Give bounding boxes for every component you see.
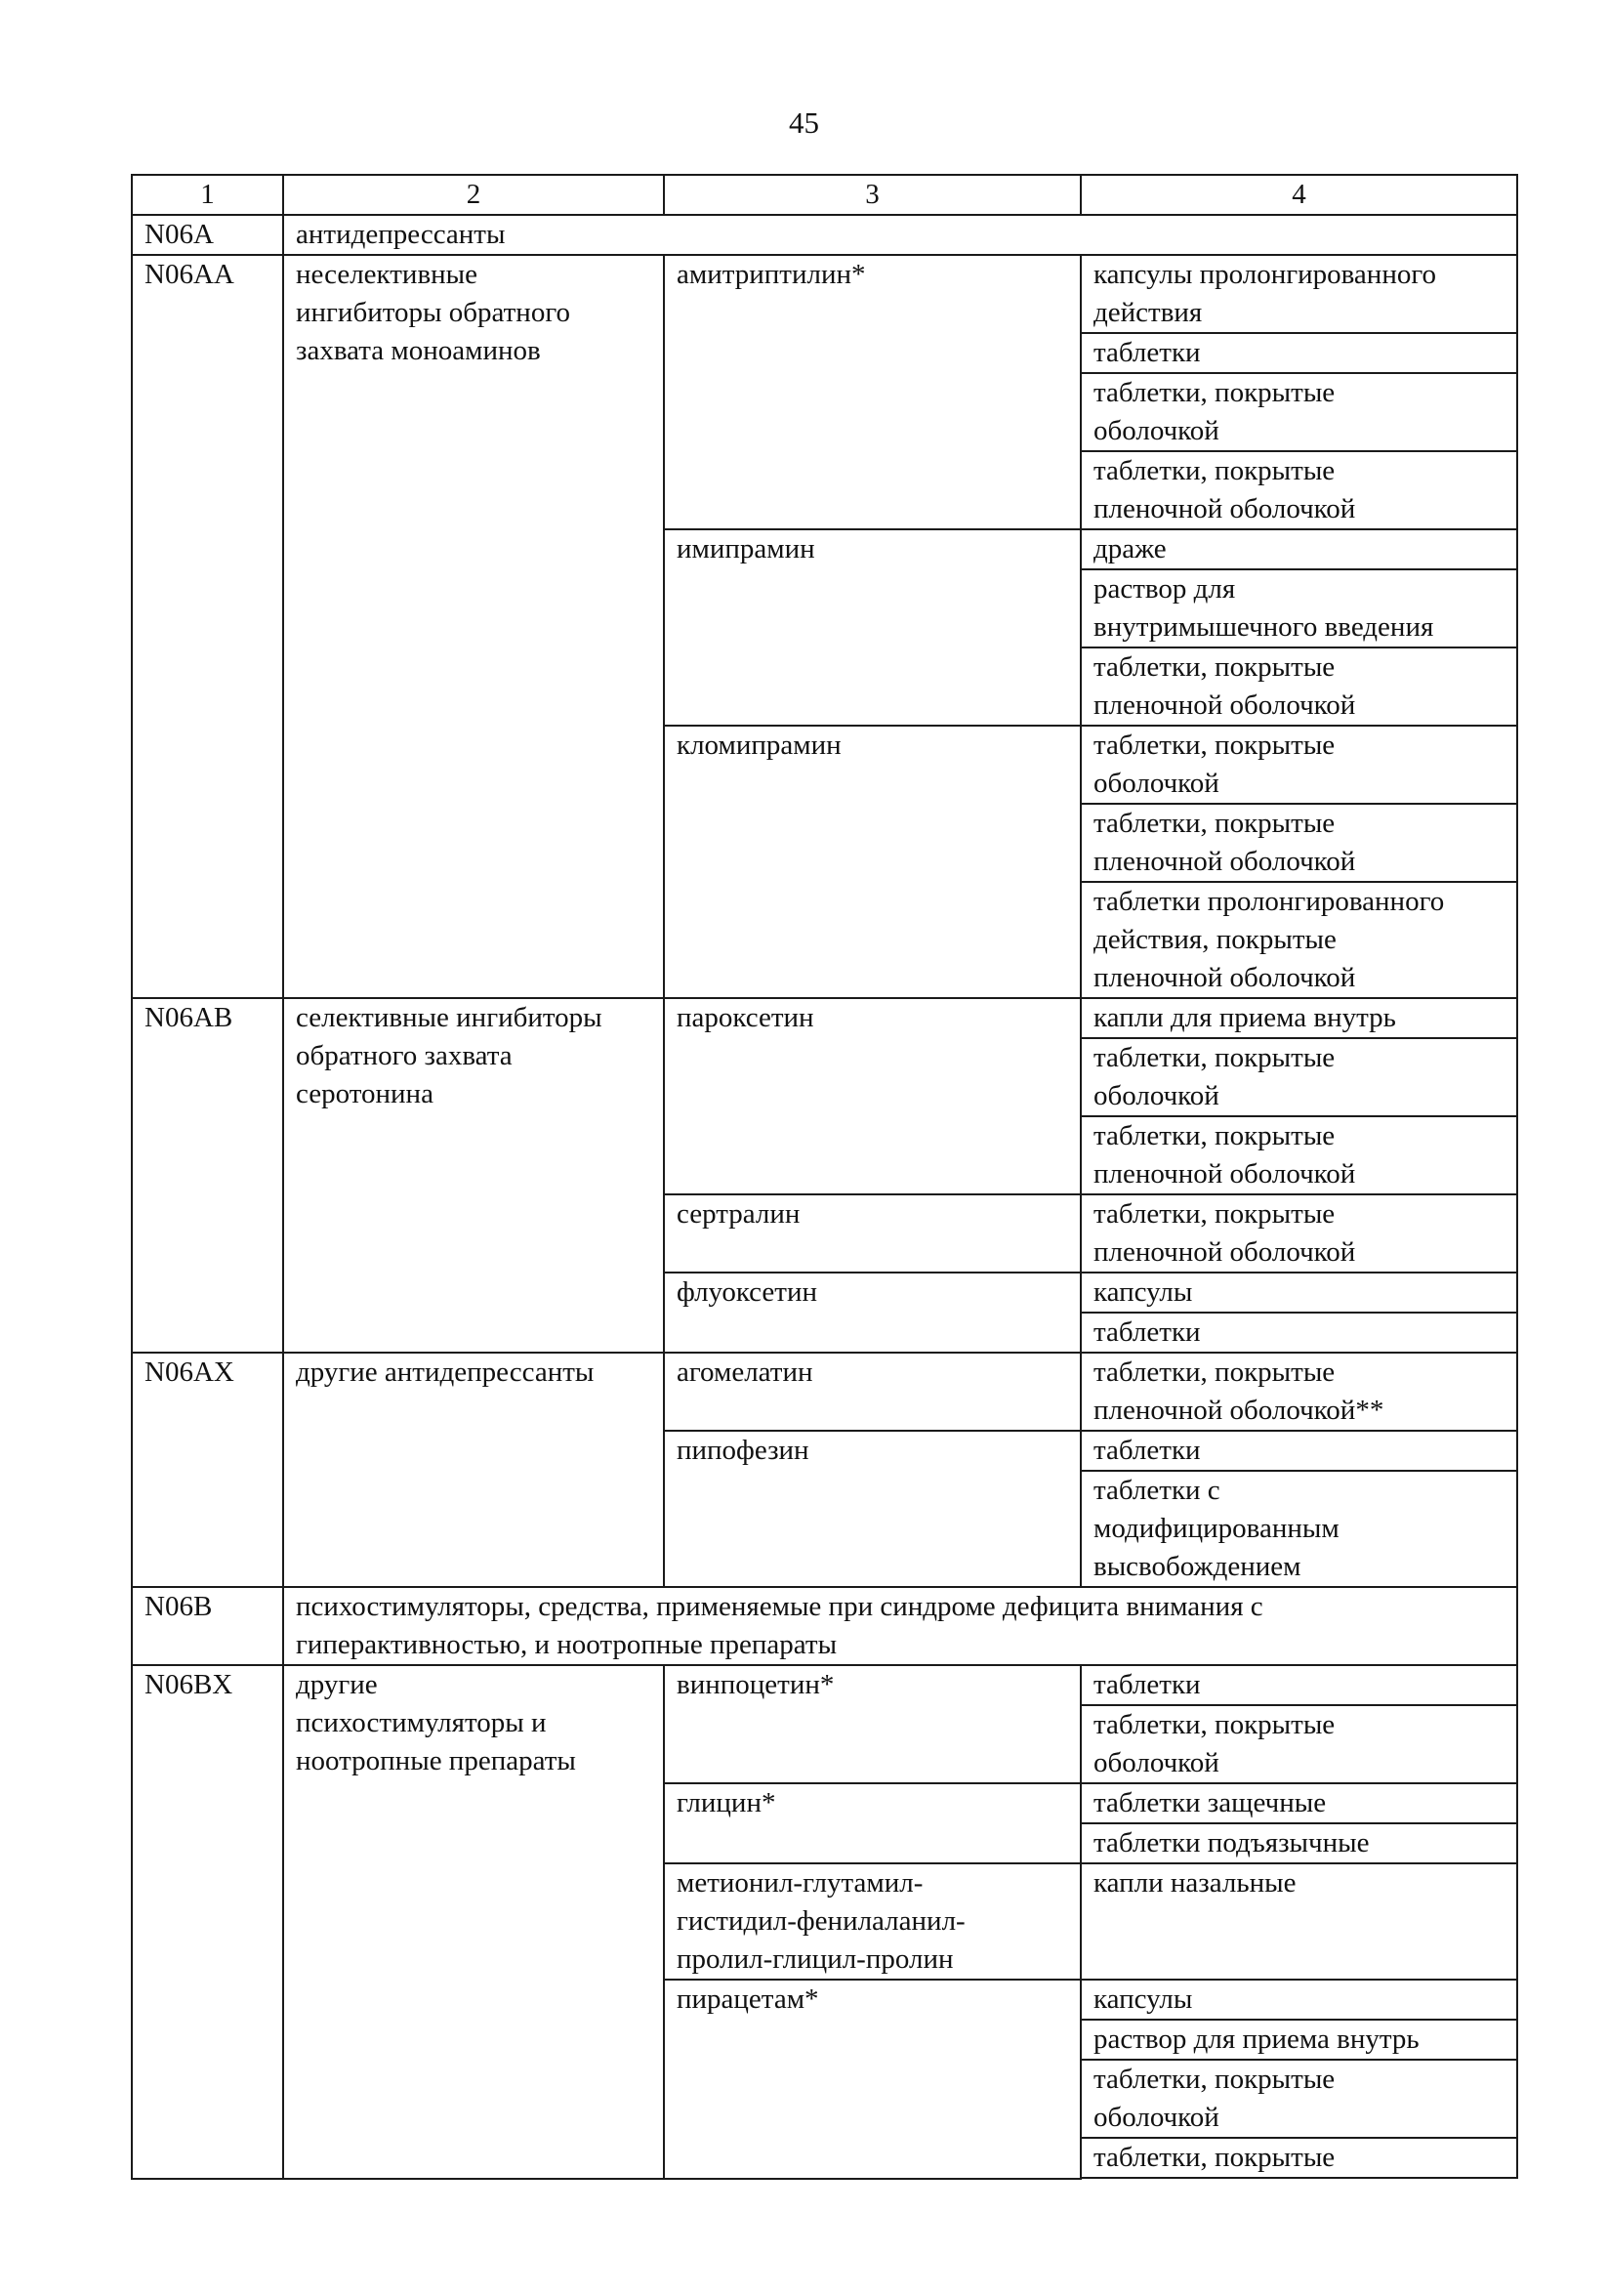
dosage-form-cell: таблетки, покрытые пленочной оболочкой**	[1081, 1353, 1517, 1431]
table-row	[132, 998, 1517, 1038]
column-header-1: 1	[132, 175, 283, 215]
dosage-form-cell: раствор для приема внутрь	[1081, 2020, 1517, 2060]
dosage-form-cell: капсулы	[1081, 1980, 1517, 2020]
drug-name-cell: пароксетин	[664, 998, 1081, 1194]
table-row	[132, 1587, 1517, 1665]
page-number: 45	[789, 105, 819, 140]
drug-name-cell: пирацетам*	[664, 1980, 1081, 2179]
group-name-cell: антидепрессанты	[283, 215, 1517, 255]
atc-code-cell: N06A	[132, 215, 283, 255]
dosage-form-cell: таблетки, покрытые	[1081, 2138, 1517, 2178]
dosage-form-cell: таблетки	[1081, 1313, 1517, 1353]
dosage-form-cell: таблетки	[1081, 1431, 1517, 1471]
dosage-form-cell: таблетки, покрытые пленочной оболочкой	[1081, 647, 1517, 726]
dosage-form-cell: таблетки с модифицированным высвобождением	[1081, 1471, 1517, 1587]
column-header-3: 3	[664, 175, 1081, 215]
dosage-form-cell: драже	[1081, 529, 1517, 569]
group-name-cell: другие психостимуляторы и ноотропные препараты	[283, 1665, 664, 2179]
atc-code-cell: N06AA	[132, 255, 283, 998]
group-name-cell: селективные ингибиторы обратного захвата серотонина	[283, 998, 664, 1353]
group-name-cell: другие антидепрессанты	[283, 1353, 664, 1587]
drug-classification-table	[131, 174, 1518, 2180]
table-row	[132, 1353, 1517, 1431]
dosage-form-cell: таблетки, покрытые оболочкой	[1081, 2060, 1517, 2138]
drug-name-cell: винпоцетин*	[664, 1665, 1081, 1783]
drug-name-cell: кломипрамин	[664, 726, 1081, 998]
drug-name-cell: глицин*	[664, 1783, 1081, 1863]
column-header-4: 4	[1081, 175, 1517, 215]
dosage-form-cell: капсулы	[1081, 1273, 1517, 1313]
drug-name-cell: метионил-глутамил- гистидил-фенилаланил- пролил-глицил-пролин	[664, 1863, 1081, 1980]
group-name-cell: психостимуляторы, средства, применяемые при синдроме дефицита внимания с гиперактивностью, и ноотропные препараты	[283, 1587, 1517, 1665]
drug-name-cell: пипофезин	[664, 1431, 1081, 1587]
table-header-row	[132, 175, 1517, 215]
dosage-form-cell: раствор для внутримышечного введения	[1081, 569, 1517, 647]
dosage-form-cell: таблетки защечные	[1081, 1783, 1517, 1823]
dosage-form-cell: таблетки, покрытые оболочкой	[1081, 726, 1517, 804]
dosage-form-cell: таблетки	[1081, 1665, 1517, 1705]
table-row	[132, 255, 1517, 333]
table-row	[132, 1665, 1517, 1705]
drug-name-cell: агомелатин	[664, 1353, 1081, 1431]
atc-code-cell: N06AB	[132, 998, 283, 1353]
table-row	[132, 215, 1517, 255]
dosage-form-cell: таблетки, покрытые пленочной оболочкой	[1081, 451, 1517, 529]
group-name-cell: неселективные ингибиторы обратного захвата моноаминов	[283, 255, 664, 998]
atc-code-cell: N06BX	[132, 1665, 283, 2179]
drug-name-cell: амитриптилин*	[664, 255, 1081, 529]
dosage-form-cell: капли для приема внутрь	[1081, 998, 1517, 1038]
dosage-form-cell: таблетки, покрытые пленочной оболочкой	[1081, 804, 1517, 882]
drug-name-cell: имипрамин	[664, 529, 1081, 726]
atc-code-cell: N06B	[132, 1587, 283, 1665]
dosage-form-cell: таблетки	[1081, 333, 1517, 373]
dosage-form-cell: капли назальные	[1081, 1863, 1517, 1980]
dosage-form-cell: таблетки, покрытые пленочной оболочкой	[1081, 1116, 1517, 1194]
dosage-form-cell: капсулы пролонгированного действия	[1081, 255, 1517, 333]
dosage-form-cell: таблетки, покрытые оболочкой	[1081, 1038, 1517, 1116]
atc-code-cell: N06AX	[132, 1353, 283, 1587]
dosage-form-cell: таблетки, покрытые оболочкой	[1081, 373, 1517, 451]
column-header-2: 2	[283, 175, 664, 215]
dosage-form-cell: таблетки подъязычные	[1081, 1823, 1517, 1863]
dosage-form-cell: таблетки, покрытые оболочкой	[1081, 1705, 1517, 1783]
dosage-form-cell: таблетки, покрытые пленочной оболочкой	[1081, 1194, 1517, 1273]
empty-cell	[1081, 2178, 1517, 2179]
dosage-form-cell: таблетки пролонгированного действия, покрытые пленочной оболочкой	[1081, 882, 1517, 998]
drug-name-cell: флуоксетин	[664, 1273, 1081, 1353]
drug-name-cell: сертралин	[664, 1194, 1081, 1273]
